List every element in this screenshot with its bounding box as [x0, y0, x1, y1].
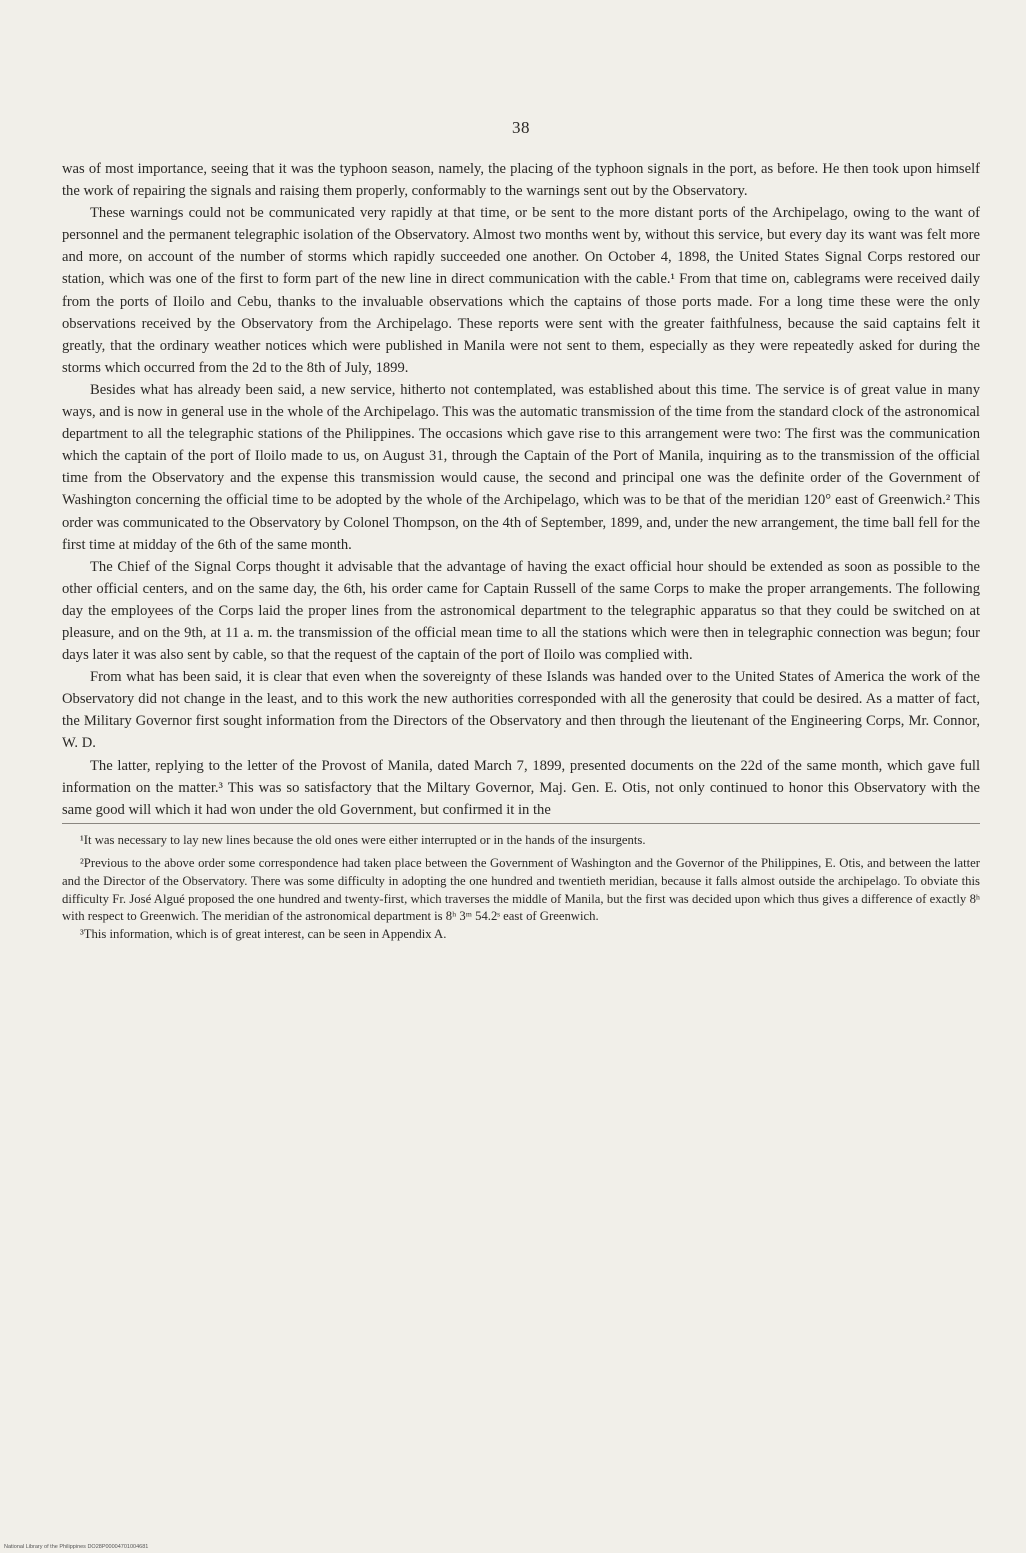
footnotes [62, 832, 980, 944]
library-watermark: National Library of the Philippines DO28P00004701004681 [4, 1544, 149, 1550]
document-page [62, 118, 980, 943]
paragraph-6: The latter, replying to the letter of the Provost of Manila, dated March 7, 1899, presented documents on the 22d of the same month, which gave full information on the matter.³ This was so satisfactory that the Miltary Governor, Maj. Gen. E. Otis, not only continued to honor this Observatory with the same good will which it had won under the old Government, but confirmed it in the [62, 757, 980, 818]
paragraph-5: From what has been said, it is clear that even when the sovereignty of these Islands was handed over to the United States of America the work of the Observatory did not change in the least, and to this work the new authorities corresponded with all the generosity that could be desired. As a matter of fact, the Military Governor first sought information from the Directors of the Observatory and then through the lieutenant of the Engineering Corps, Mr. Connor, W. D. [62, 669, 980, 752]
body-text [62, 158, 980, 821]
page-number: 38 [512, 118, 530, 137]
footnote-2: ²Previous to the above order some correspondence had taken place between the Government of Washington and the Governor of the Philippines, E. Otis, and between the latter and the Director of the Observatory. There was some difficulty in adopting the one hundred and twentieth meridian, because it falls almost outside the archipelago. To obviate this difficulty Fr. José Algué proposed the one hundred and twenty-first, which traverses the middle of Manila, but the first was decided upon which thus gives a difference of exactly 8ʰ with respect to Greenwich. The meridian of the astronomical department is 8ʰ 3ᵐ 54.2ˢ east of Greenwich. [62, 856, 980, 924]
paragraph-2: These warnings could not be communicated very rapidly at that time, or be sent to the more distant ports of the Archipelago, owing to the want of personnel and the permanent telegraphic isolation of the Observatory. Almost two months went by, without this service, but every day its want was felt more and more, on account of the number of storms which rapidly succeeded one another. On October 4, 1898, the United States Signal Corps restored our station, which was one of the first to form part of the new line in direct communication with the cable.¹ From that time on, cablegrams were received daily from the ports of Iloilo and Cebu, thanks to the invaluable observations which the captains of those ports made. For a long time these were the only observations received by the Observatory from the Archipelago. These reports were sent with the greater faithfulness, because the said captains felt it greatly, that the ordinary weather notices which were published in Manila were not sent to them, especially as they were repeatedly asked for during the storms which occurred from the 2d to the 8th of July, 1899. [62, 205, 980, 376]
paragraph-1: was of most importance, seeing that it was the typhoon season, namely, the placing of the typhoon signals in the port, as before. He then took upon himself the work of repairing the signals and raising them properly, conformably to the warnings sent out by the Observatory. [62, 161, 980, 200]
paragraph-4: The Chief of the Signal Corps thought it advisable that the advantage of having the exact official hour should be extended as soon as possible to the other official centers, and on the same day, the 6th, his order came for Captain Russell of the same Corps to make the proper arrangements. The following day the employees of the Corps laid the proper lines from the astronomical department to the telegraphic apparatus so that they could be switched on at pleasure, and on the 9th, at 11 a. m. the transmission of the official mean time to all the stations which were then in telegraphic connection was begun; four days later it was also sent by cable, so that the request of the captain of the port of Iloilo was complied with. [62, 558, 980, 664]
paragraph-3: Besides what has already been said, a new service, hitherto not contemplated, was established about this time. The service is of great value in many ways, and is now in general use in the whole of the Archipelago. This was the automatic transmission of the time from the standard clock of the astronomical department to all the telegraphic stations of the Philippines. The occasions which gave rise to this arrangement were two: The first was the communication which the captain of the port of Iloilo made to us, on August 31, through the Captain of the Port of Manila, inquiring as to the transmission of the official time from the Observatory and the expense this transmission would cause, the second and principal one was the definite order of the Government of Washington concerning the official time to be adopted by the whole of the Archipelago, which was to be that of the meridian 120° east of Greenwich.² This order was communicated to the Observatory by Colonel Thompson, on the 4th of September, 1899, and, under the new arrangement, the time ball fell for the first time at midday of the 6th of the same month. [62, 381, 980, 553]
footnote-3: ³This information, which is of great interest, can be seen in Appendix A. [80, 926, 447, 941]
footnote-1: ¹It was necessary to lay new lines because the old ones were either interrupted or in the hands of the insurgents. [80, 832, 646, 847]
footnote-divider [62, 823, 980, 824]
